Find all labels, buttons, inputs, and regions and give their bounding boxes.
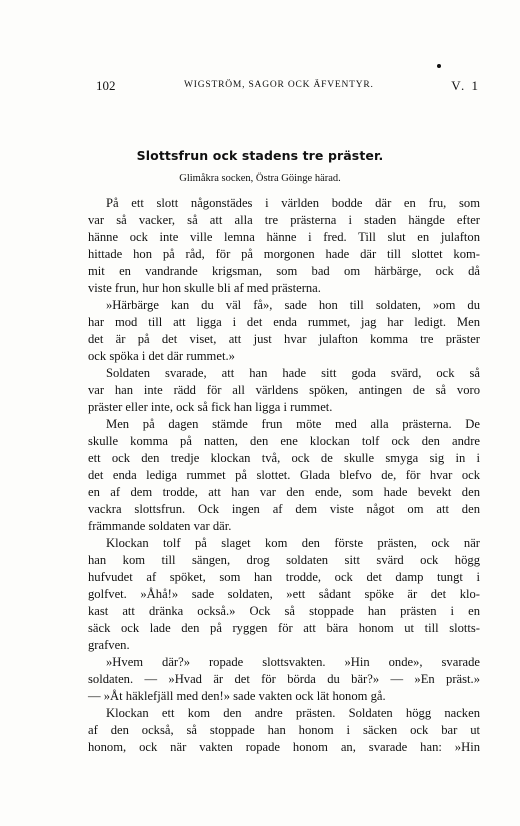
text-line: han kom till sängen, drog soldaten sitt svärd ock högg bbox=[88, 553, 480, 567]
text-line: Soldaten svarade, att han hade sitt goda svärd, ock så bbox=[106, 366, 480, 380]
text-line: hänne ock inte ville lemna hänne i fred. Till slut en julafton bbox=[88, 230, 480, 244]
text-line: viste frun, hur hon skulle bli af med prästerna. bbox=[88, 281, 321, 295]
text-line: ett ock den tredje klockan två, ock de skulle smyga sig in i bbox=[88, 451, 480, 465]
text-line: soldaten. — »Hvad är det för börda du bär?» — »En präst.» bbox=[88, 672, 480, 686]
story-origin: Glimåkra socken, Östra Göinge härad. bbox=[179, 173, 341, 184]
story-body bbox=[88, 195, 480, 756]
text-line: var han inte rädd för all världens spöken, antingen de så voro bbox=[88, 383, 480, 397]
text-line: kast att dränka också.» Ock så stoppade han prästen i en bbox=[88, 604, 480, 618]
text-line: var så vacker, så att alla tre prästerna i staden hängde efter bbox=[88, 213, 480, 227]
text-line: golfvet. »Åhå!» sade soldaten, »ett sådant spöke är det klo- bbox=[88, 587, 480, 601]
text-line: hufvudet af spöket, som han trodde, ock det damp tungt i bbox=[88, 570, 480, 584]
text-line: »Hvem där?» ropade slottsvakten. »Hin onde», svarade bbox=[106, 655, 480, 669]
text-line: ock spöka i det där rummet.» bbox=[88, 349, 235, 363]
text-line: Klockan ett kom den andre prästen. Soldaten högg nacken bbox=[106, 706, 480, 720]
text-line: skulle komma på natten, den ene klockan tolf ock den andre bbox=[88, 434, 480, 448]
running-title: WIGSTRÖM, SAGOR OCK ÄFVENTYR. bbox=[184, 80, 374, 90]
text-line: mit en vandrande krigsman, som bad om härbärge, ock då bbox=[88, 264, 480, 278]
text-line: säck ock lade den på ryggen för att bära honom ut till slotts- bbox=[88, 621, 480, 635]
text-line: — »Åt häklefjäll med den!» sade vakten ock lät honom gå. bbox=[88, 689, 386, 703]
text-line: främmande soldaten var där. bbox=[88, 519, 232, 533]
story-title: Slottsfrun ock stadens tre präster. bbox=[136, 148, 384, 163]
text-line: Klockan tolf på slaget kom den förste prästen, ock när bbox=[106, 536, 480, 550]
text-line: Men på dagen stämde frun möte med alla prästerna. De bbox=[106, 417, 480, 431]
text-line: en af dem trodde, att han var den ende, som hade bevekt den bbox=[88, 485, 480, 499]
ink-speck bbox=[437, 64, 441, 68]
text-line: »Härbärge kan du väl få», sade hon till soldaten, »om du bbox=[106, 298, 480, 312]
page-number: 102 bbox=[96, 78, 116, 93]
text-line: hittade hon på råd, för på morgonen hade där till slottet kom- bbox=[88, 247, 480, 261]
volume-label: V. 1 bbox=[451, 78, 480, 93]
text-line: af den också, så stoppade han honom i säcken ock bar ut bbox=[88, 723, 480, 737]
text-line: har mod till att ligga i det enda rummet, jag har ledigt. Men bbox=[88, 315, 480, 329]
running-header bbox=[96, 78, 480, 96]
text-line: det är på det viset, att just hvar julafton komma tre präster bbox=[88, 332, 480, 346]
text-line: grafven. bbox=[88, 638, 130, 652]
text-line: vackra slottsfrun. Ock ingen af dem viste något om att den bbox=[88, 502, 480, 516]
text-line: honom, ock när vakten ropade honom an, svarade han: »Hin bbox=[88, 740, 480, 754]
text-line: präster eller inte, ock så fick han ligga i rummet. bbox=[88, 400, 333, 414]
text-line: På ett slott någonstädes i världen bodde där en fru, som bbox=[106, 196, 480, 210]
text-line: det enda lediga rummet på slottet. Glada blefvo de, för hvar ock bbox=[88, 468, 480, 482]
